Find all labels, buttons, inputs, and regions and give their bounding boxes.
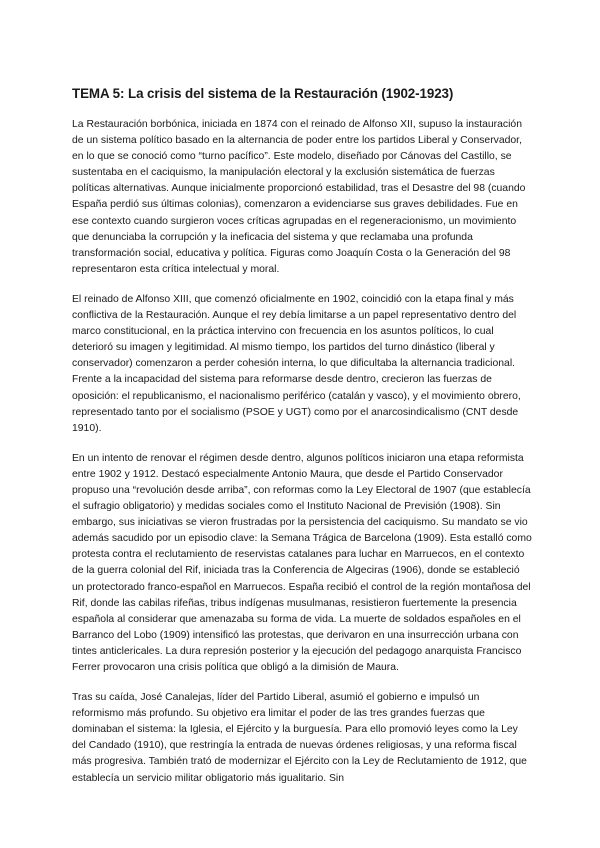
paragraph-1: La Restauración borbónica, iniciada en 1874 con el reinado de Alfonso XII, supuso la instauración de un sistema político basado en la alternancia de poder entre los partidos Liberal y Conservador, en lo que se conoció como “turno pacífico”. Este modelo, diseñado por Cánovas del Castillo, se sustentaba en el caciquismo, la manipulación electoral y la exclusión sistemática de fuerzas políticas alternativas. Aunque inicialmente proporcionó estabilidad, tras el Desastre del 98 (cuando España perdió sus últimas colonias), comenzaron a evidenciarse sus graves debilidades. Fue en ese contexto cuando surgieron voces críticas agrupadas en el regeneracionismo, un movimiento que denunciaba la corrupción y la ineficacia del sistema y que reclamaba una profunda transformación social, educativa y política. Figuras como Joaquín Costa o la Generación del 98 representaron esta crítica intelectual y moral. bbox=[72, 119, 526, 275]
paragraph-4: Tras su caída, José Canalejas, líder del Partido Liberal, asumió el gobierno e impulsó un reformismo más profundo. Su objetivo era limitar el poder de las tres grandes fuerzas que dominaban el sistema: la Iglesia, el Ejército y la burguesía. Para ello promovió leyes como la Ley del Candado (1910), que restringía la entrada de nuevas órdenes religiosas, y una reforma fiscal más progresiva. También trató de modernizar el Ejército con la Ley de Reclutamiento de 1912, que establecía un servicio militar obligatorio más igualitario. Sin bbox=[72, 692, 527, 784]
paragraph-2: El reinado de Alfonso XIII, que comenzó oficialmente en 1902, coincidió con la etapa final y más conflictiva de la Restauración. Aunque el rey debía limitarse a un papel representativo dentro del marco constitucional, en la práctica intervino con frecuencia en los asuntos políticos, lo cual deterioró su imagen y legitimidad. Al mismo tiempo, los partidos del turno dinástico (liberal y conservador) comenzaron a perder cohesión interna, lo que dificultaba la alternancia tradicional. Frente a la incapacidad del sistema para reformarse desde dentro, crecieron las fuerzas de oposición: el republicanismo, el nacionalismo periférico (catalán y vasco), y el movimiento obrero, representado tanto por el socialismo (PSOE y UGT) como por el anarcosindicalismo (CNT desde 1910). bbox=[72, 293, 521, 434]
document-page bbox=[72, 86, 532, 801]
paragraph-3: En un intento de renovar el régimen desde dentro, algunos políticos iniciaron una etapa reformista entre 1902 y 1912. Destacó especialmente Antonio Maura, que desde el Partido Conservador propuso una “revolución desde arriba”, con reformas como la Ley Electoral de 1907 (que establecía el sufragio obligatorio) y medidas sociales como el Instituto Nacional de Previsión (1908). Sin embargo, sus iniciativas se vieron frustradas por la persistencia del caciquismo. Su mandato se vio además sacudido por un episodio clave: la Semana Trágica de Barcelona (1909). Esta estalló como protesta contra el reclutamiento de reservistas catalanes para luchar en Marruecos, en el contexto de la guerra colonial del Rif, iniciada tras la Conferencia de Algeciras (1906), donde se estableció un protectorado franco-español en Marruecos. España recibió el control de la región montañosa del Rif, donde las cabilas rifeñas, tribus indígenas musulmanas, resistieron fuertemente la presencia española al considerar que amenazaba su forma de vida. La muerte de soldados españoles en el Barranco del Lobo (1909) intensificó las protestas, que derivaron en una insurrección urbana con tintes anticlericales. La dura represión posterior y la ejecución del pedagogo anarquista Francisco Ferrer provocaron una crisis política que obligó a la dimisión de Maura. bbox=[72, 452, 532, 673]
document-title: TEMA 5: La crisis del sistema de la Restauración (1902-1923) bbox=[72, 86, 454, 101]
